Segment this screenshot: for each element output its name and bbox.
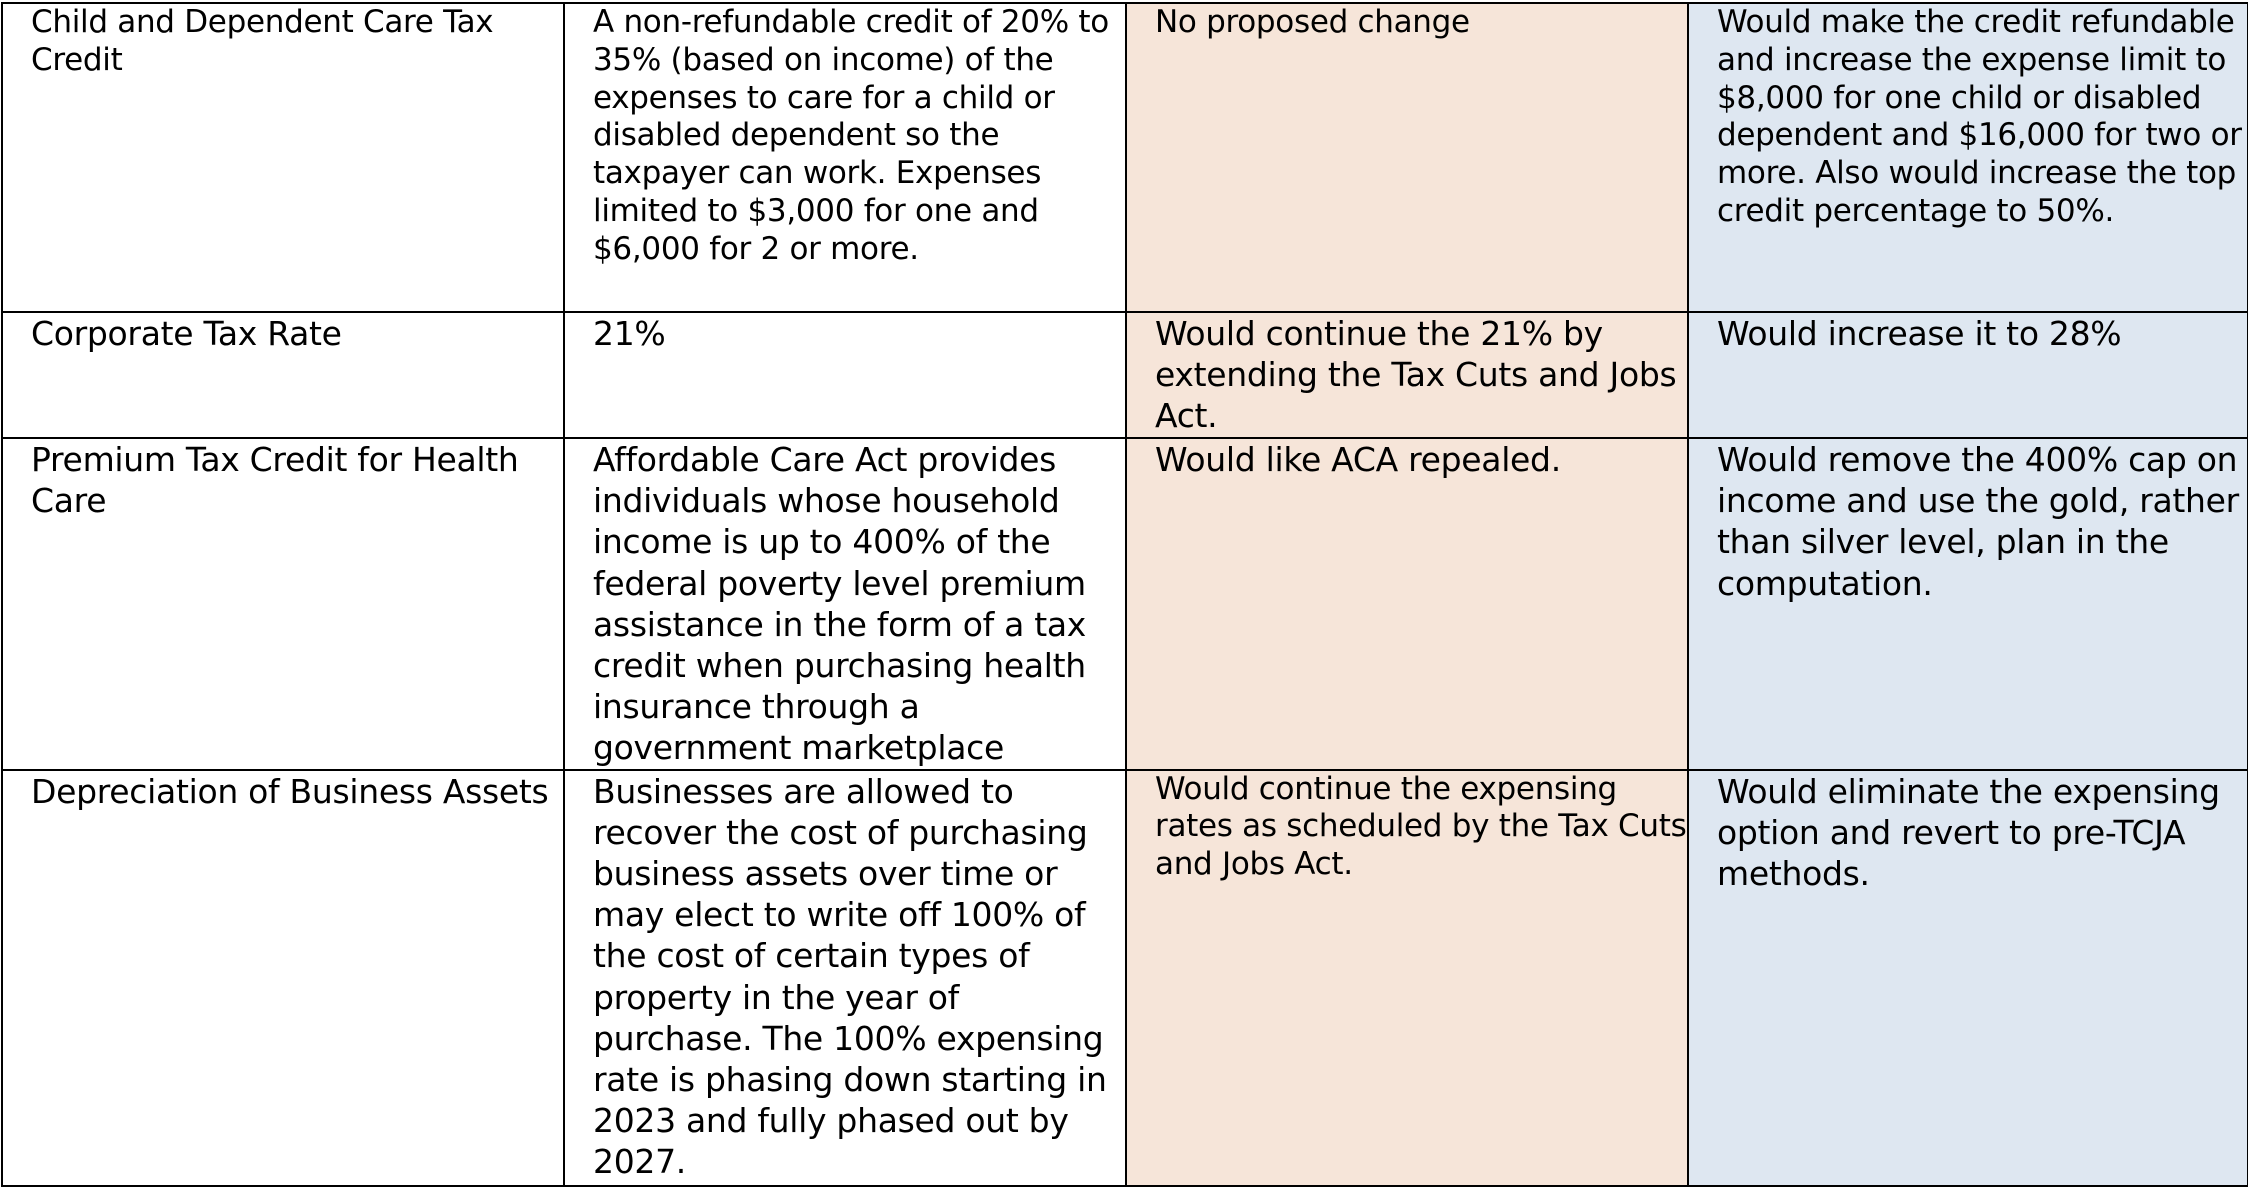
trump-proposal-cell — [1126, 770, 1688, 1186]
biden-proposal-cell — [1688, 770, 2248, 1186]
provision-cell — [2, 3, 564, 312]
biden-proposal-text: Would remove the 400% cap on income and use the gold, rather than silver level, plan in the computation. — [1717, 440, 2239, 603]
tax-proposal-comparison-table — [1, 2, 2248, 1187]
current-law-cell — [564, 3, 1126, 312]
biden-proposal-cell — [1688, 3, 2248, 312]
provision-cell — [2, 770, 564, 1186]
trump-proposal-cell — [1126, 438, 1688, 770]
provision-cell — [2, 312, 564, 438]
current-law-text: 21% — [593, 314, 666, 353]
current-law-text: A non-refundable credit of 20% to 35% (based on income) of the expenses to care for a child or disabled dependent so the taxpayer can work. Expenses limited to $3,000 for one and $6,000 for 2 or more. — [593, 4, 1109, 267]
trump-proposal-text: Would continue the 21% by extending the Tax Cuts and Jobs Act. — [1155, 314, 1677, 436]
trump-proposal-text: Would like ACA repealed. — [1155, 440, 1561, 479]
biden-proposal-cell — [1688, 312, 2248, 438]
table-row — [2, 438, 2248, 770]
trump-proposal-text: No proposed change — [1155, 4, 1470, 40]
current-law-cell — [564, 438, 1126, 770]
trump-proposal-cell — [1126, 3, 1688, 312]
biden-proposal-text: Would increase it to 28% — [1717, 314, 2122, 353]
table-row — [2, 770, 2248, 1186]
biden-proposal-text: Would make the credit refundable and increase the expense limit to $8,000 for one child or disabled dependent and $16,000 for two or more. Also would increase the top credit percentage to 50%. — [1717, 4, 2242, 229]
provision-name: Premium Tax Credit for Health Care — [31, 440, 519, 521]
current-law-text: Affordable Care Act provides individuals whose household income is up to 400% of the federal poverty level premium assistance in the form of a tax credit when purchasing health insurance through a government marketplace — [593, 440, 1087, 768]
biden-proposal-cell — [1688, 438, 2248, 770]
current-law-cell — [564, 312, 1126, 438]
biden-proposal-text: Would eliminate the expensing option and revert to pre-TCJA methods. — [1717, 771, 2220, 894]
provision-cell — [2, 438, 564, 770]
current-law-cell — [564, 770, 1126, 1186]
current-law-text: Businesses are allowed to recover the cost of purchasing business assets over time or may elect to write off 100% of the cost of certain types of property in the year of purchase. The 100% expensing rate is phasing down starting in 2023 and fully phased out by 2027. — [593, 771, 1107, 1182]
trump-proposal-text: Would continue the expensing rates as scheduled by the Tax Cuts and Jobs Act. — [1155, 770, 1687, 883]
table-row — [2, 312, 2248, 438]
table-row — [2, 3, 2248, 312]
provision-name: Corporate Tax Rate — [31, 314, 342, 353]
provision-name: Depreciation of Business Assets — [31, 771, 549, 811]
trump-proposal-cell — [1126, 312, 1688, 438]
provision-name: Child and Dependent Care Tax Credit — [31, 4, 494, 78]
